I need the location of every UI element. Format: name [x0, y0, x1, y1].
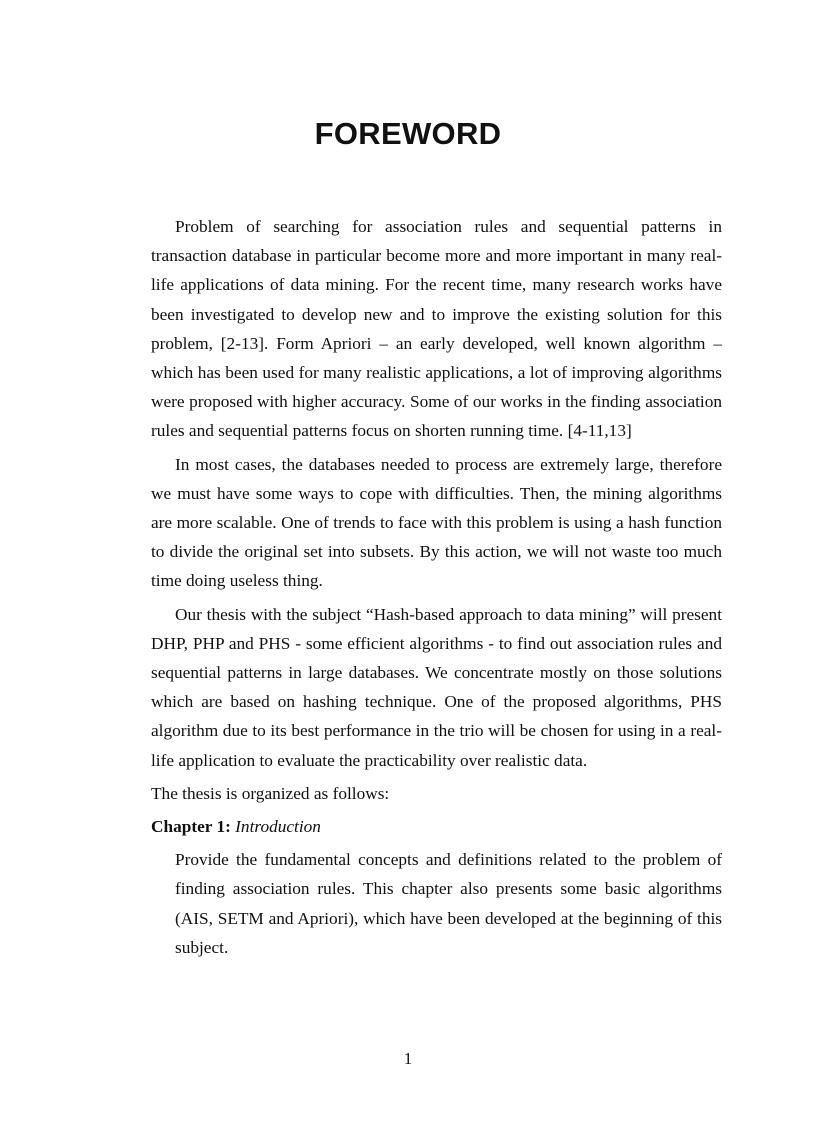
- chapter-1-title: Introduction: [235, 817, 321, 837]
- page-number: 1: [403, 1049, 413, 1068]
- chapter-1-heading: [151, 812, 722, 841]
- paragraph-2: In most cases, the databases needed to process are extremely large, therefore we must have some ways to cope with difficulties. Then, the mining algorithms are more scalable. One of trends to face with this problem is using a hash function to divide the original set into subsets. By this action, we will not waste too much time doing useless thing.: [151, 454, 722, 591]
- organization-intro: The thesis is organized as follows:: [151, 783, 390, 803]
- paragraph-3: Our thesis with the subject “Hash-based approach to data mining” will present DHP, PHP and PHS - some efficient algorithms - to find out association rules and sequential patterns in large databases. We concentrate mostly on those solutions which are based on hashing technique. One of the proposed algorithms, PHS algorithm due to its best performance in the trio will be chosen for using in a real-life application to evaluate the practicability over realistic data.: [151, 604, 722, 770]
- page-title: FOREWORD: [314, 116, 502, 151]
- body-text: [151, 212, 722, 966]
- chapter-1-label: Chapter 1:: [151, 817, 231, 837]
- chapter-1-description: Provide the fundamental concepts and definitions related to the problem of finding association rules. This chapter also presents some basic algorithms (AIS, SETM and Apriori), which have been developed at the beginning of this subject.: [175, 850, 722, 957]
- paragraph-1: Problem of searching for association rules and sequential patterns in transaction database in particular become more and more important in many real-life applications of data mining. For the recent time, many research works have been investigated to develop new and to improve the existing solution for this problem, [2-13]. Form Apriori – an early developed, well known algorithm – which has been used for many realistic applications, a lot of improving algorithms were proposed with higher accuracy. Some of our works in the finding association rules and sequential patterns focus on shorten running time. [4-11,13]: [151, 217, 722, 441]
